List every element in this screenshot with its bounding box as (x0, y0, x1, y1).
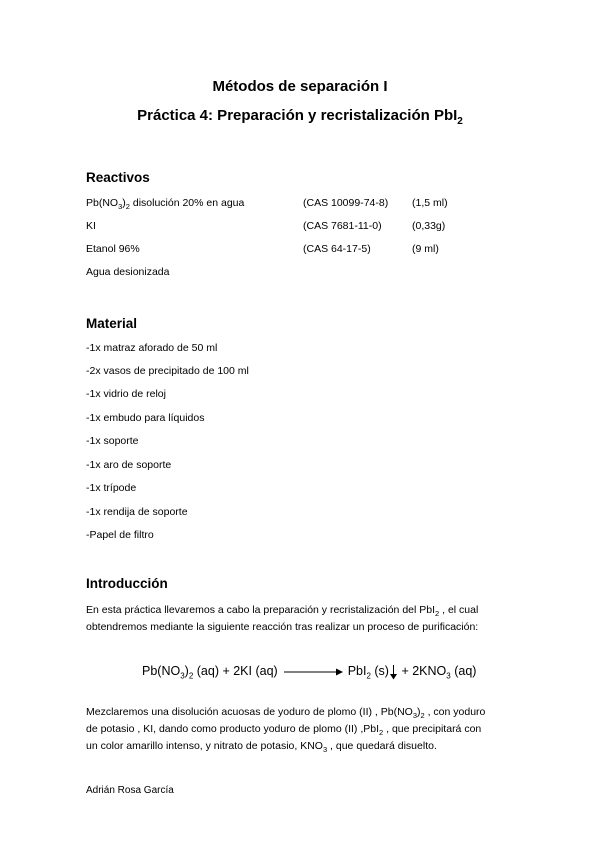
reactivo-name: $Pb(NO_3)_2$ disolución 20% en agua (86, 197, 245, 212)
intro-paragraph-line: obtendremos mediante la siguiente reacción tras realizar un proceso de purificación: (86, 621, 479, 633)
reactivo-name: Etanol 96% (86, 243, 140, 255)
reaction-arrow-icon (282, 667, 344, 677)
reactivo-name: KI (86, 220, 96, 232)
reactivo-name: Agua desionizada (86, 266, 170, 278)
material-item: -1x aro de soporte (86, 459, 172, 471)
footer-author: Adrián Rosa García (86, 785, 174, 796)
material-item: -1x vidrio de reloj (86, 388, 166, 400)
reactivos-heading: Reactivos (86, 170, 150, 185)
introduccion-heading: Introducción (86, 576, 168, 591)
material-item: -1x rendija de soporte (86, 506, 188, 518)
intro-paragraph-line: de potasio , KI, dando como producto yoduro de plomo (II) ,PbI$_2$ , que precipitará con (86, 723, 482, 738)
chemical-equation: $Pb(NO_3)_2$ (aq) + 2KI (aq) PbI$_2$ $(s) + 2KNO_3$ (aq) (142, 664, 477, 681)
material-item: -1x embudo para líquidos (86, 412, 205, 424)
material-item: -1x soporte (86, 435, 139, 447)
material-item: -Papel de filtro (86, 529, 154, 541)
reactivo-cas: (CAS 10099-74-8) (303, 197, 389, 209)
intro-paragraph-line: un color amarillo intenso, y nitrato de potasio, $KNO_3$ , que quedará disuelto. (86, 740, 437, 755)
material-item: -1x matraz aforado de 50 ml (86, 342, 218, 354)
reactivo-amount: (1,5 ml) (412, 197, 448, 209)
precipitate-arrow-icon (389, 664, 398, 680)
intro-paragraph-line: En esta práctica llevaremos a cabo la preparación y recristalización del PbI$_2$ , el cual (86, 604, 479, 619)
reactivo-cas: (CAS 64-17-5) (303, 243, 371, 255)
reactivo-amount: (0,33g) (412, 220, 446, 232)
reactivo-cas: (CAS 7681-11-0) (303, 220, 382, 232)
material-item: -2x vasos de precipitado de 100 ml (86, 365, 249, 377)
document-title: Métodos de separación I (212, 78, 388, 95)
material-heading: Material (86, 316, 138, 331)
intro-paragraph-line: Mezclaremos una disolución acuosas de yoduro de plomo (II) , $Pb(NO_3)_2$ , con yoduro (86, 706, 486, 721)
practice-subtitle: Práctica 4: Preparación y recristalización PbI$_2$ (137, 107, 463, 127)
reactivo-amount: (9 ml) (412, 243, 439, 255)
material-item: -1x trípode (86, 482, 137, 494)
